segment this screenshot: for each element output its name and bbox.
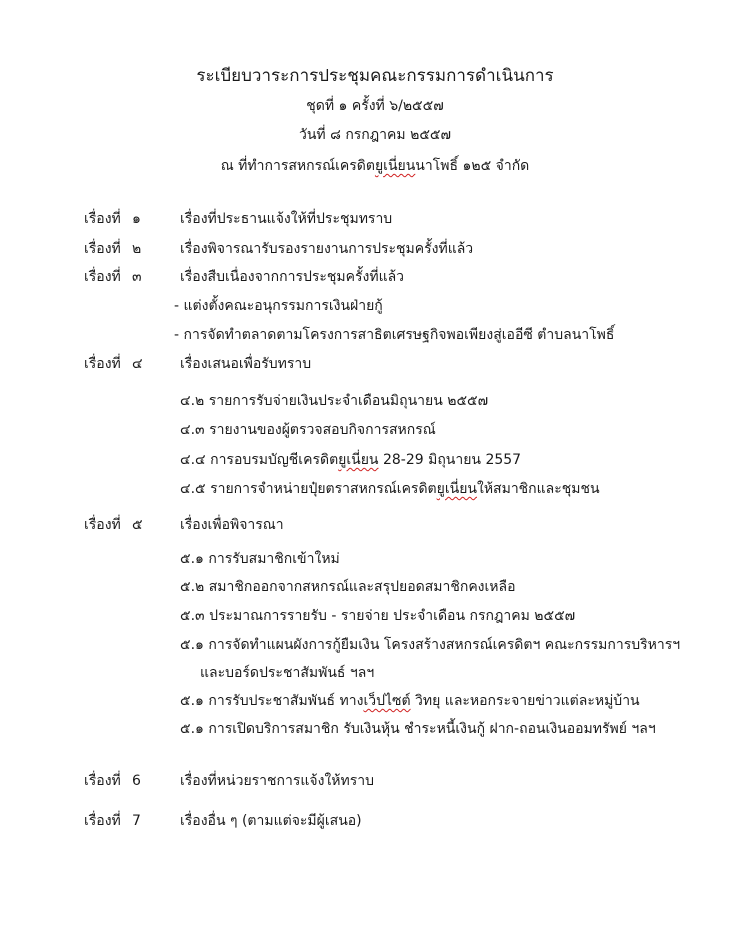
agenda-number: ๒ [132, 241, 142, 257]
agenda-title: เรื่องเพื่อพิจารณา [180, 517, 284, 533]
subitem-text-tail: วิทยุ และหอกระจายข่าวแต่ละหมู่บ้าน [410, 693, 640, 709]
agenda-5-subitem [180, 636, 680, 654]
agenda-5-subitem [180, 720, 656, 738]
subitem-text: ๕.๑ การเปิดบริการสมาชิก รับเงินหุ้น ชำระหนี้เงินกู้ ฝาก-ถอนเงินออมทรัพย์ ฯลฯ [180, 721, 656, 737]
agenda-5-subitem [180, 578, 516, 596]
subitem-text: ๕.๓ ประมาณการรายรับ - รายจ่าย ประจำเดือน กรกฎาคม ๒๕๕๗ [180, 608, 576, 624]
agenda-number: ๕ [132, 517, 143, 533]
agenda-5-subitem [180, 550, 340, 568]
subitem-text: ๕.๒ สมาชิกออกจากสหกรณ์และสรุปยอดสมาชิกคงเหลือ [180, 579, 516, 595]
agenda-number: ๑ [132, 211, 141, 227]
agenda-title: เรื่องสืบเนื่องจากการประชุมครั้งที่แล้ว [180, 269, 405, 285]
agenda-number: 7 [132, 813, 141, 829]
subitem-text: ๔.๓ รายงานของผู้ตรวจสอบกิจการสหกรณ์ [180, 422, 436, 438]
subitem-marked-word: ยูเนี่ยน [338, 452, 379, 468]
agenda-label: เรื่องที่ [84, 356, 121, 372]
agenda-3-subitem: - การจัดทำตลาดตามโครงการสาธิตเศรษฐกิจพอเพียงสู่เออีซี ตำบลนาโพธิ์ [174, 327, 615, 343]
subitem-text: ๕.๑ การรับประชาสัมพันธ์ ทาง [180, 693, 364, 709]
agenda-label: เรื่องที่ [84, 813, 121, 829]
agenda-number: ๔ [132, 356, 143, 372]
subitem-text-tail: 28-29 มิถุนายน 2557 [378, 452, 522, 468]
agenda-title: เรื่องอื่น ๆ (ตามแต่จะมีผู้เสนอ) [180, 813, 362, 829]
location-suffix: นาโพธิ์ ๑๒๕ จำกัด [415, 158, 530, 174]
agenda-number: 6 [132, 773, 141, 789]
agenda-label: เรื่องที่ [84, 269, 121, 285]
agenda-3-subitem: - แต่งตั้งคณะอนุกรรมการเงินฝ่ายกู้ [174, 298, 383, 314]
agenda-label: เรื่องที่ [84, 773, 121, 789]
agenda-title: เรื่องพิจารณารับรองรายงานการประชุมครั้งที่แล้ว [180, 241, 474, 257]
agenda-number: ๓ [132, 269, 142, 285]
agenda-5-subitem [180, 607, 575, 625]
agenda-4-subitem [180, 392, 488, 410]
agenda-title: เรื่องที่หน่วยราชการแจ้งให้ทราบ [180, 773, 375, 789]
subitem-text-tail: ให้สมาชิกและชุมชน [476, 481, 600, 497]
meeting-date: วันที่ ๘ กรกฎาคม ๒๕๕๗ [298, 127, 452, 143]
agenda-4-subitem [180, 480, 600, 498]
agenda-title: เรื่องที่ประธานแจ้งให้ที่ประชุมทราบ [180, 211, 393, 227]
agenda-label: เรื่องที่ [84, 517, 121, 533]
agenda-title: เรื่องเสนอเพื่อรับทราบ [180, 356, 312, 372]
location-prefix: ณ ที่ทำการสหกรณ์เครดิต [220, 158, 375, 174]
agenda-5-subitem [180, 692, 640, 710]
location-marked-word: ยูเนี่ยน [374, 158, 416, 174]
document-title: ระเบียบวาระการประชุมคณะกรรมการดำเนินการ [196, 66, 554, 86]
agenda-5-subitem-continued [200, 664, 374, 682]
agenda-4-subitem [180, 451, 521, 469]
subitem-text: ๕.๑ การจัดทำแผนผังการกู้ยืมเงิน โครงสร้างสหกรณ์เครดิตฯ คณะกรรมการบริหารฯ [180, 637, 681, 653]
agenda-4-subitem [180, 421, 436, 439]
agenda-label: เรื่องที่ [84, 211, 121, 227]
subitem-text: ๔.๒ รายการรับจ่ายเงินประจำเดือนมิถุนายน ๒๕๕๗ [180, 393, 489, 409]
subitem-text: ๔.๕ รายการจำหน่ายปุ๋ยตราสหกรณ์เครดิต [180, 481, 437, 497]
subitem-text: และบอร์ดประชาสัมพันธ์ ฯลฯ [200, 665, 375, 681]
subitem-marked-word: ยูเนี่ยน [436, 481, 477, 497]
subitem-text: ๔.๔ การอบรมบัญชีเครดิต [180, 452, 339, 468]
subitem-text: ๕.๑ การรับสมาชิกเข้าใหม่ [180, 551, 340, 567]
meeting-session: ชุดที่ ๑ ครั้งที่ ๖/๒๕๕๗ [306, 98, 444, 114]
subitem-marked-word: เว็ปไซต์ [363, 693, 411, 709]
agenda-label: เรื่องที่ [84, 241, 121, 257]
